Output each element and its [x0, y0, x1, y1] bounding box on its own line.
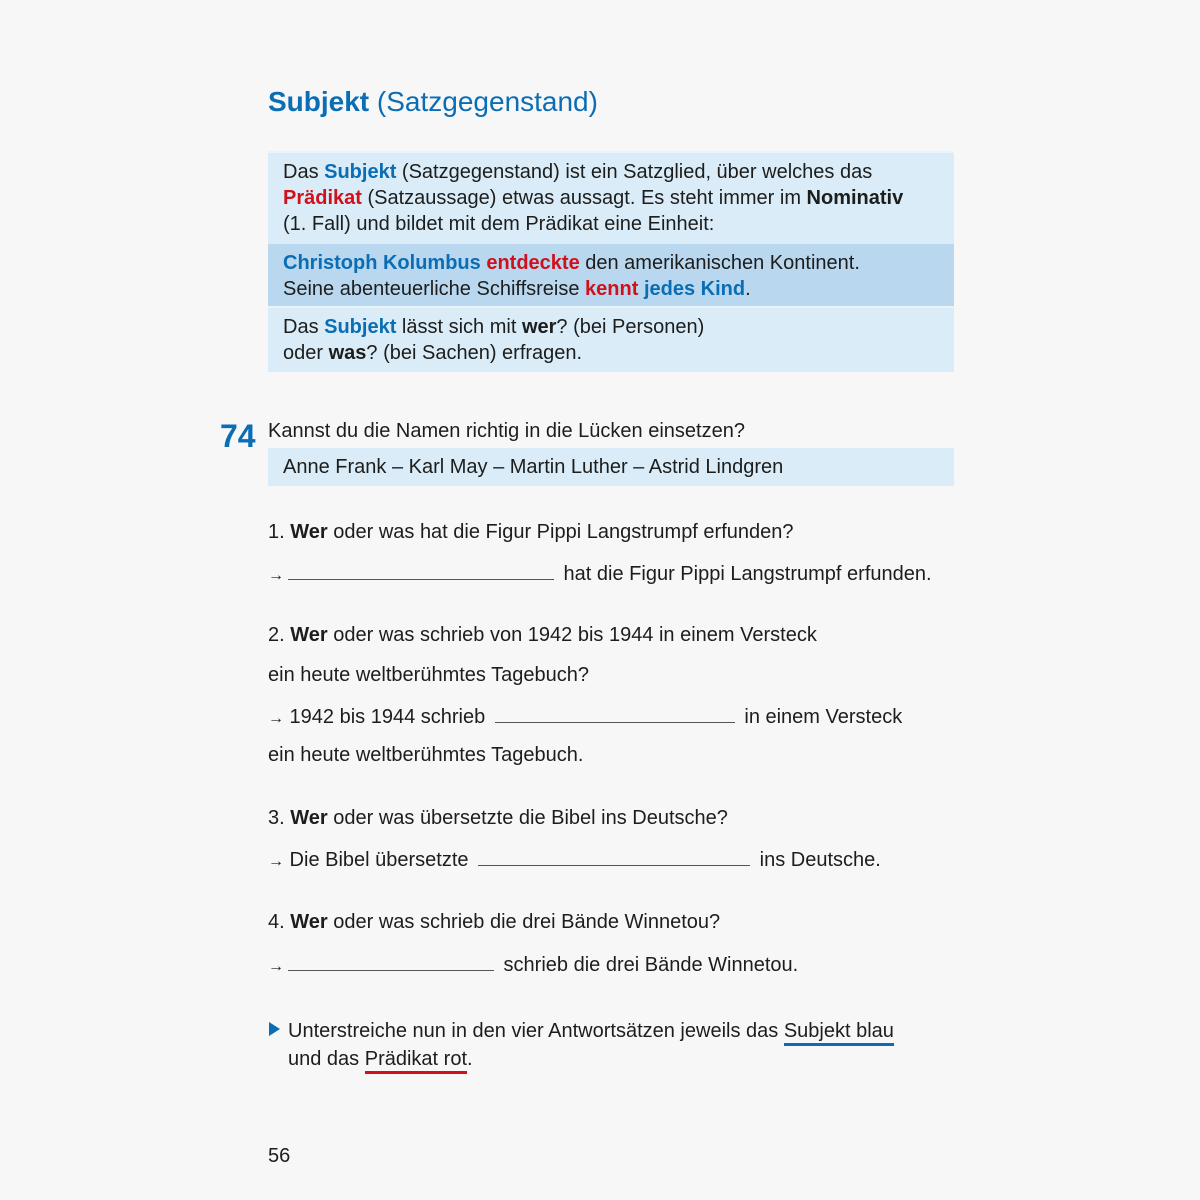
answer-2-line-2: ein heute weltberühmtes Tagebuch.: [268, 744, 584, 766]
question-text: oder was hat die Figur Pippi Langstrumpf erfunden?: [327, 521, 794, 543]
names-list: Anne Frank – Karl May – Martin Luther – Astrid Lindgren: [283, 456, 784, 478]
word-wer: Wer: [290, 807, 328, 829]
question-number: 4.: [268, 911, 291, 933]
answer-3: [268, 845, 881, 875]
praedikat-rot-underlined: Prädikat rot: [365, 1048, 467, 1074]
question-text: oder was schrieb die drei Bände Winnetou?: [327, 911, 721, 933]
answer-2: [268, 702, 902, 732]
example-block: [268, 244, 954, 306]
question-text: oder was schrieb von 1942 bis 1944 in einem Versteck: [327, 624, 817, 646]
question-3: [268, 805, 728, 831]
word-wer: wer: [521, 316, 557, 338]
text: (Satzgegenstand) ist ein Satzglied, über welches das: [396, 161, 873, 183]
term-subjekt: Subjekt: [324, 161, 397, 183]
question-1: [268, 519, 794, 545]
answer-blank-4[interactable]: [288, 950, 494, 971]
text: Das: [283, 161, 325, 183]
underline-task: [288, 1017, 968, 1073]
subjekt-blau-underlined: Subjekt blau: [784, 1020, 894, 1046]
definition-line-2: [283, 185, 939, 211]
answer-text: schrieb die drei Bände Winnetou.: [498, 954, 799, 976]
task-triangle-icon: [269, 1022, 280, 1036]
answer-text: hat die Figur Pippi Langstrumpf erfunden.: [558, 563, 932, 585]
question-4: [268, 909, 720, 935]
answer-blank-2[interactable]: [495, 702, 735, 723]
text: und das: [288, 1048, 365, 1070]
answer-text: 1942 bis 1944 schrieb: [284, 706, 491, 728]
title-main: Subjekt: [268, 86, 370, 117]
text: Seine abenteuerliche Schiffsreise: [283, 278, 586, 300]
hint-line-1: [283, 314, 939, 340]
definition-line-3: (1. Fall) und bildet mit dem Prädikat eine Einheit:: [283, 213, 715, 235]
grammar-info-box: [268, 151, 954, 372]
term-nominativ: Nominativ: [806, 187, 904, 209]
exercise-instruction: Kannst du die Namen richtig in die Lücken einsetzen?: [268, 420, 745, 442]
word-wer: Wer: [290, 624, 328, 646]
text: oder: [283, 342, 329, 364]
text: ? (bei Personen): [556, 316, 705, 338]
text: .: [467, 1048, 473, 1070]
task-line-2: [288, 1045, 968, 1073]
example-predicate-1: entdeckte: [486, 252, 580, 274]
answer-blank-1[interactable]: [288, 559, 554, 580]
example-sentence-2: [283, 276, 939, 302]
answer-text: Die Bibel übersetzte: [284, 849, 475, 871]
question-2-line-2: ein heute weltberühmtes Tagebuch?: [268, 664, 589, 686]
arrow-right-icon: →: [268, 958, 284, 975]
question-text: oder was übersetzte die Bibel ins Deutsche?: [327, 807, 728, 829]
exercise-number: 74: [220, 418, 256, 454]
title-sub: (Satzgegenstand): [376, 86, 598, 117]
text: .: [745, 278, 751, 300]
example-subject-2: jedes Kind: [643, 278, 746, 300]
word-wer: Wer: [290, 911, 328, 933]
text: Das: [283, 316, 325, 338]
definition-line-1: [283, 159, 939, 185]
arrow-right-icon: →: [268, 567, 284, 584]
example-predicate-2: kennt: [585, 278, 639, 300]
text: den amerikanischen Kontinent.: [579, 252, 860, 274]
answer-blank-3[interactable]: [478, 845, 750, 866]
names-box: [268, 448, 954, 486]
question-hint-block: [268, 306, 954, 372]
question-2: [268, 622, 817, 648]
text: (Satzaussage) etwas aussagt. Es steht immer im: [361, 187, 807, 209]
text: Unterstreiche nun in den vier Antwortsätzen jeweils das: [288, 1020, 784, 1042]
answer-1: [268, 559, 932, 589]
example-sentence-1: [283, 250, 939, 276]
text: lässt sich mit: [396, 316, 522, 338]
definition-block: [268, 151, 954, 244]
arrow-right-icon: →: [268, 853, 284, 870]
task-line-1: [288, 1017, 968, 1045]
arrow-right-icon: →: [268, 710, 284, 727]
question-number: 1.: [268, 521, 291, 543]
term-subjekt-2: Subjekt: [324, 316, 397, 338]
text: ? (bei Sachen) erfragen.: [366, 342, 583, 364]
term-praedikat: Prädikat: [283, 187, 362, 209]
question-number: 3.: [268, 807, 291, 829]
answer-4: [268, 950, 798, 980]
page-number: 56: [268, 1145, 291, 1167]
question-number: 2.: [268, 624, 291, 646]
example-subject-1: Christoph Kolumbus: [283, 252, 481, 274]
word-wer: Wer: [290, 521, 328, 543]
answer-text: in einem Versteck: [738, 706, 903, 728]
page-title: [268, 84, 598, 120]
hint-line-2: [283, 340, 939, 366]
word-was: was: [328, 342, 367, 364]
answer-text: ins Deutsche.: [754, 849, 881, 871]
